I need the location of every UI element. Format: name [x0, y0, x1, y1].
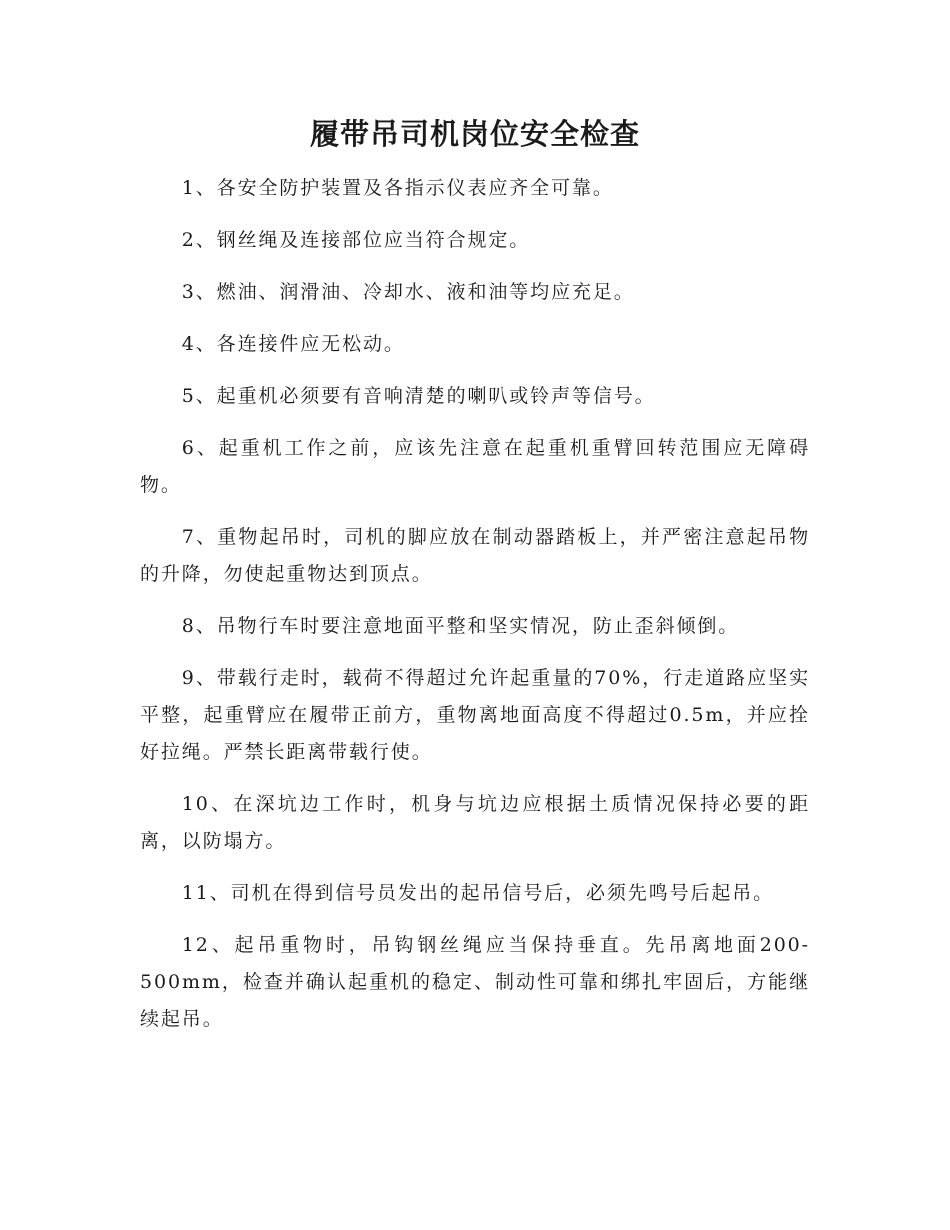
checklist-item-4: 4、各连接件应无松动。 — [181, 333, 405, 355]
checklist-item-12: 12、起吊重物时，吊钩钢丝绳应当保持垂直。先吊离地面200-500mm，检查并确认起重机的稳定、制动性可靠和绑扎牢固后，方能继续起吊。 — [140, 934, 810, 1030]
checklist-item-11: 11、司机在得到信号员发出的起吊信号后，必须先鸣号后起吊。 — [181, 882, 775, 904]
checklist-item-2: 2、钢丝绳及连接部位应当符合规定。 — [181, 229, 531, 251]
checklist-item-6: 6、起重机工作之前，应该先注意在起重机重臂回转范围应无障碍物。 — [140, 437, 810, 496]
checklist-item-7: 7、重物起吊时，司机的脚应放在制动器踏板上，并严密注意起吊物的升降，勿使起重物达到顶点。 — [140, 526, 810, 585]
checklist-item-1: 1、各安全防护装置及各指示仪表应齐全可靠。 — [181, 177, 614, 199]
checklist-item-9: 9、带载行走时，载荷不得超过允许起重量的70%，行走道路应坚实平整，起重臂应在履带正前方，重物离地面高度不得超过0.5m，并应拴好拉绳。严禁长距离带载行使。 — [140, 667, 810, 763]
checklist-item-3: 3、燃油、润滑油、冷却水、液和油等均应充足。 — [181, 281, 635, 303]
checklist — [140, 170, 810, 1038]
checklist-item-10: 10、在深坑边工作时，机身与坑边应根据土质情况保持必要的距离，以防塌方。 — [140, 793, 810, 852]
document-title: 履带吊司机岗位安全检查 — [309, 117, 640, 151]
checklist-item-8: 8、吊物行车时要注意地面平整和坚实情况，防止歪斜倾倒。 — [181, 615, 740, 637]
checklist-item-5: 5、起重机必须要有音响清楚的喇叭或铃声等信号。 — [181, 385, 656, 407]
